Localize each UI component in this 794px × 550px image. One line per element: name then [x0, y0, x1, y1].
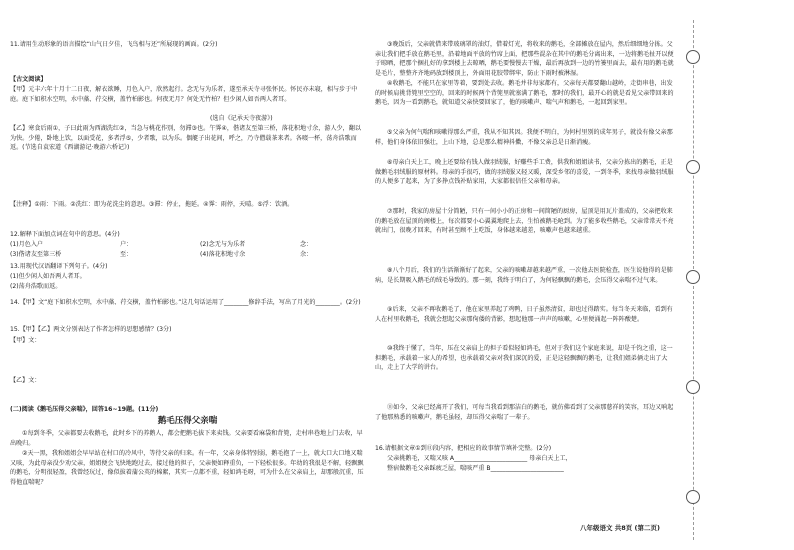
question-11: 11.请用生动形象的语言描绘“山气日夕佳，飞鸟相与还”所展现的画面。(2分) — [10, 41, 218, 48]
question-12: 12.解释下面加点词在句中的意思。(4分) — [10, 231, 120, 238]
q12-answer-3[interactable]: 至： — [120, 251, 133, 258]
binding-hole — [686, 270, 700, 284]
paragraph-6: ⑥母亲白天上工，晚上还要给有钱人做羽绒服，好赚些手工费，供我和姐姐读书，父亲分拣出的鹅毛，正是做鹅毛羽绒服的原材料。母亲的手很巧，做的羽绒服又轻又暖，深受乡邻的喜爱，一到冬季，来找母亲做羽绒服的人便多了起来，为了多挣点钱补贴家用，大家都很信任父亲和母亲。 — [375, 159, 674, 186]
paragraph-4: ④收鹅毛，不能只在家里等着，要到处去收。鹅毛并非每家都有，父亲每天都要翻山越岭，走街串巷，出发的时候肩挑背篼里空空的，回来的时候两个背篼里就塞满了鹅毛，那时的我们，最开心的就是看见父亲带回来的鹅毛，因为一看到鹅毛，就知道父亲快要回家了，他的咳嗽声、喘气声和鹅毛，一起回到家里。 — [375, 80, 674, 107]
question-14: 14.【甲】文“庭下如积水空明，水中藻、荇交横，盖竹柏影也。”这几句话运用了________修辞手法，写出了月光的________。(2分) — [10, 299, 361, 306]
binding-hole — [686, 160, 700, 174]
binding-hole — [686, 490, 700, 504]
question-13: 13.用现代汉语翻译下列句子。(4分) — [10, 263, 108, 270]
paragraph-5: ⑤父亲为何气喘和咳嗽得那么严重，我从不知其因。我便不明白，为何村里别的成年男子，就没有像父亲那样，他们身体依旧强壮，上山下地，总是那么精神抖擞，不像父亲总是日渐消瘦。 — [375, 129, 673, 146]
q12-answer-2[interactable]: 念： — [300, 241, 313, 248]
paragraph-11: ⑪如今，父亲已经离开了我们，可每当我看到那洁白的鹅毛，就仿佛看到了父亲那慈祥的笑容，耳边又响起了他那熟悉的咳嗽声，鹅毛虽轻，却压得父亲喘了一辈子。 — [375, 404, 674, 421]
q12-answer-4[interactable]: 余： — [300, 251, 313, 258]
question-15: 15.【甲】【乙】两文分别表达了作者怎样的思想感情？(3分) — [10, 326, 172, 333]
q16-line-b[interactable]: 整宿做鹅毛父亲踩疲乏屋，喘咳严重 B________________________ — [387, 465, 564, 472]
q12-item-3: (3)偕诸友至第三桥 — [10, 251, 62, 258]
page-footer: 八年级语文 共8页 (第二页) — [580, 524, 660, 532]
q12-answer-1[interactable]: 户： — [120, 241, 133, 248]
q12-item-1: (1)月色入户 — [10, 241, 44, 248]
passage-yi: 【乙】寒食后雨①，子曰此雨为西湖洗红②，当急与桃花作别，勿滞③也。午霁④，偕诸友至第三桥，落花积地寸余，游人少，翻以为快。少倦，卧地上饮，以面受花，多者浮⑤，少者歌，以为乐。偶艇子出花间，呼之，乃寺僧载茶来者。各啜一杯，荡舟浩歌而返。(节选自袁宏道《西湖游记·晚游六桥记》) — [10, 125, 361, 152]
q16-line-a[interactable]: 父亲挑鹅毛，又喘又咳 A________________________ 母亲白天上工， — [387, 455, 572, 462]
binding-hole — [686, 50, 700, 64]
paragraph-9: ⑨后来，父亲不再收鹅毛了，他在家里养起了鸡鸭，日子虽然清贫，却也过得踏实。每当冬天来临，看到有人在村里收鹅毛，我就会想起父亲那佝偻的背影，想起他那一声声的咳嗽，心里便涌起一阵阵酸楚。 — [375, 306, 673, 323]
article-title: 鹅毛压得父亲喘 — [157, 416, 218, 426]
paragraph-1: ①每到冬季，父亲都要去收鹅毛，此时乡下的养鹅人，都会把鹅毛拔下来卖钱。父亲要看麻袋和背篼，走村串巷地上门去收，早出晚归。 — [10, 430, 363, 447]
guwen-title: 【古文阅读】 — [10, 76, 47, 83]
paragraph-10: ⑩我终于懂了，当年，压在父亲肩上的担子看似轻如鸿毛，但对于我们这个家庭来说，却是千钧之重，这一担鹅毛，承载着一家人的希望，也承载着父亲对我们深沉的爱，正是这轻飘飘的鹅毛，让我们姐弟俩走出了大山，走上了大学的讲台。 — [375, 345, 673, 372]
paragraph-2: ②天一黑，我和姐姐会早早站在村口的冷风中，等待父亲的归来。有一年，父亲身体特别弱，鹅毛抱了一上，就大口大口地又喘又咳，为此母亲没少劝父亲，姐姐便会飞快地跑过去，接过他的担子，父亲便如释重负，一下轻松很多。年幼的我很是不解，轻飘飘的鹅毛，分明很轻盈，我曾经玩过，像似拔着蒲公英的棉絮，其实一点都不重，轻如鸿毛呀，可为什么在父亲肩上，却那般沉重，压得他直喘呢？ — [10, 450, 364, 486]
q12-item-2: (2)念无与为乐者 — [200, 241, 246, 248]
section-2-heading: (二)阅读《鹅毛压得父亲喘》，回答16~19题。(11分) — [10, 406, 159, 413]
passage-jia-source: (选自《记承天寺夜游》) — [210, 115, 273, 122]
paragraph-7: ⑦那时，我家的房屋十分简陋，只有一间小小的正房和一间简陋的厨房，屋顶是用瓦片盖成的，父亲把收来的鹅毛放在屋顶的阁楼上，每次都要小心翼翼地爬上去，生怕被鹅毛呛到。为了能多收些鹅毛，父亲常常天不亮就出门，很晚才回来，有时甚至顾不上吃饭，身体越来越差，咳嗽声也越来越重。 — [375, 208, 674, 235]
q15-jia-answer[interactable]: 【甲】文： — [10, 337, 41, 344]
q12-item-4: (4)落花积地寸余 — [200, 251, 246, 258]
passage-jia: 【甲】元丰六年十月十二日夜，解衣欲睡，月色入户，欣然起行。念无与为乐者，遂至承天寺寻张怀民。怀民亦未寝，相与步于中庭。庭下如积水空明，水中藻、荇交横，盖竹柏影也。何夜无月？何处无竹柏？但少闲人如吾两人者耳。 — [10, 86, 358, 103]
paragraph-3: ③晚饭后，父亲就借来带玻璃罩的油灯，借着灯光，将收来的鹅毛，全部摊放在屋内，然后细细地分拣。父亲让我们把手放在鹅毛里，沿着地面平放的竹席上面，把那些混杂在其中的鹅毛分离出来，一边将鹅毛扯开以便于晾晒，把那个捆扎好的拿到楼上去晾晒，鹅毛要慢慢去干燥，最后再放到一边的竹篓里面去，最有用的鹅毛就是毛片，整整齐齐地码放到楼顶上，外面用花胶带绑牢，防止下雨时被淋湿。 — [375, 41, 674, 77]
paragraph-8: ⑧八个月后，我们的生活渐渐好了起来，父亲的咳嗽却越来越严重，一次他去医院检查，医生说他得的是肺病，是长期吸入鹅毛的绒毛导致的。那一刻，我终于明白了，为何轻飘飘的鹅毛，会压得父亲喘不过气来。 — [375, 267, 673, 284]
q15-yi-answer[interactable]: 【乙】文： — [10, 377, 41, 384]
binding-hole — [686, 380, 700, 394]
q13-item-2: (2)荡舟浩歌而返。 — [10, 283, 62, 290]
annotation-notes: 【注释】①雨：下雨。②洗红：即为花洗尘的意思。③滞：停止，拖延。④霁：雨停，天晴。⑤浮：饮酒。 — [10, 201, 294, 208]
question-16: 16.请根据文章①到⑪段内容，把相应的故事情节填补完整。(2分) — [375, 445, 552, 452]
q13-item-1: (1)但少闲人如吾两人者耳。 — [10, 273, 86, 280]
